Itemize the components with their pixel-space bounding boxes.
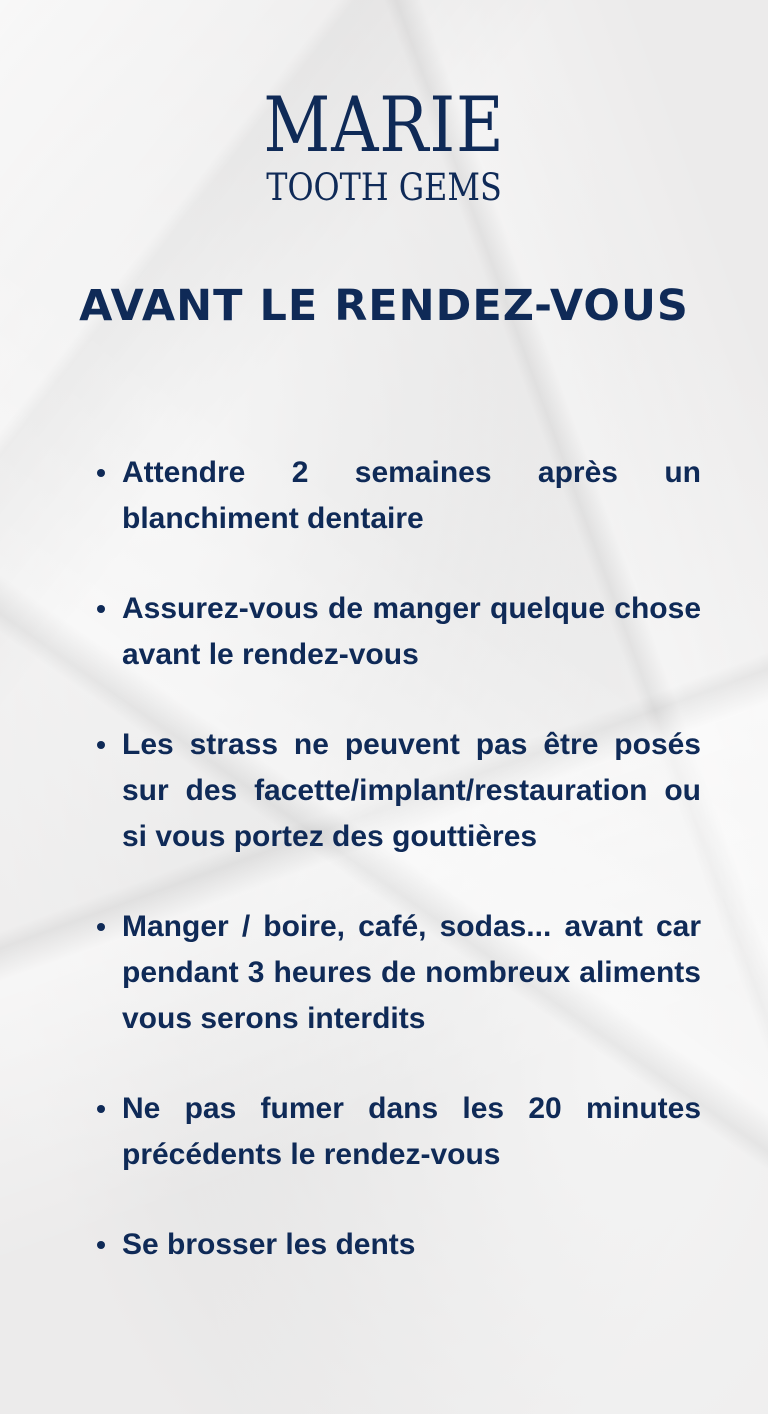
list-item-text: Se brosser les dents xyxy=(122,1228,416,1261)
bullet-icon xyxy=(97,605,105,613)
bullet-icon xyxy=(97,741,105,749)
list-item xyxy=(97,450,701,542)
bullet-icon xyxy=(97,1105,105,1113)
list-item xyxy=(97,586,701,678)
list-item xyxy=(97,1086,701,1178)
instructions-list xyxy=(97,450,701,1312)
list-item xyxy=(97,904,701,1042)
list-item xyxy=(97,1222,701,1268)
list-item-text: Ne pas fumer dans les 20 minutes précédents le rendez-vous xyxy=(122,1092,701,1171)
logo-name: MARIE xyxy=(263,80,505,169)
list-item-text: Manger / boire, café, sodas... avant car pendant 3 heures de nombreux aliments vous serons interdits xyxy=(122,910,701,1035)
bullet-icon xyxy=(97,469,105,477)
list-item-text: Assurez-vous de manger quelque chose avant le rendez-vous xyxy=(122,592,701,671)
list-item-text: Attendre 2 semaines après un blanchiment dentaire xyxy=(122,456,701,535)
page-title: AVANT LE RENDEZ-VOUS xyxy=(79,281,689,331)
brand-logo xyxy=(0,80,768,209)
bullet-icon xyxy=(97,1241,105,1249)
list-item xyxy=(97,722,701,860)
list-item-text: Les strass ne peuvent pas être posés sur des facette/implant/restauration ou si vous portez des gouttières xyxy=(122,728,701,853)
logo-subtitle: TOOTH GEMS xyxy=(266,166,502,209)
bullet-icon xyxy=(97,923,105,931)
